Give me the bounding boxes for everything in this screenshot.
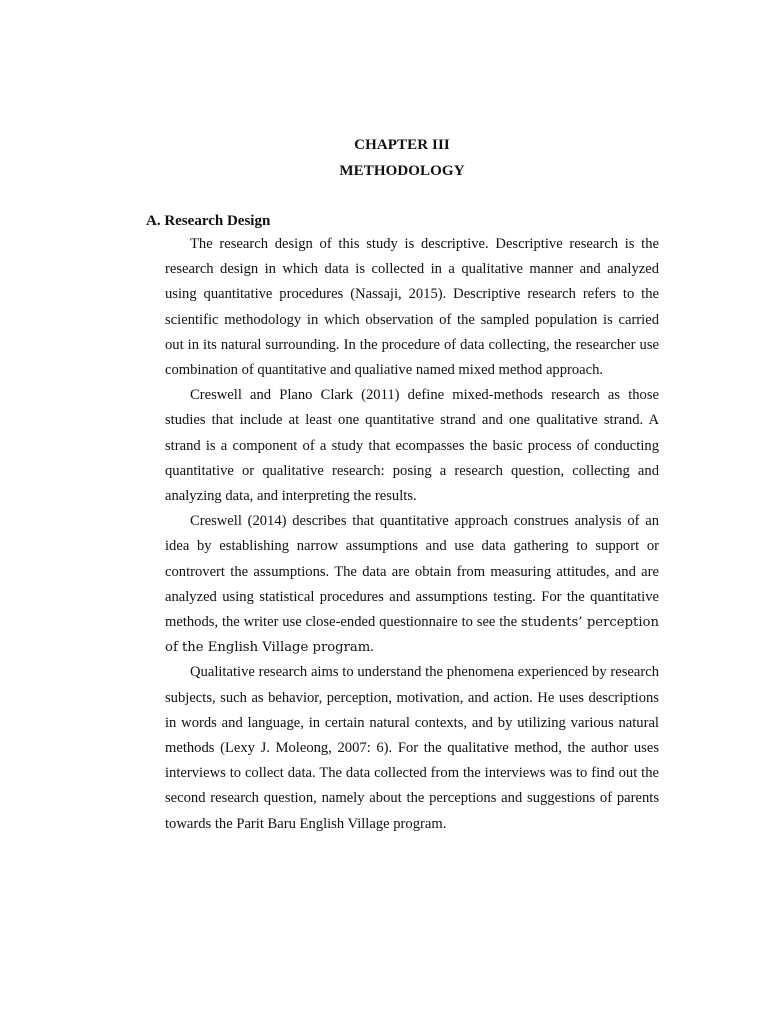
section-body bbox=[165, 232, 659, 837]
paragraph-quantitative-end: . bbox=[370, 639, 374, 656]
paragraph-research-design: The research design of this study is descriptive. Descriptive research is the research design in which data is collected in a qualitative manner and analyzed using quantitative procedures (Nassaji, 2015). Descriptive research refers to the scientific methodology in which observation of the sampled population is carried out in its natural surrounding. In the procedure of data collecting, the researcher use combination of quantitative and qualiative named mixed method approach. bbox=[165, 236, 659, 379]
chapter-label: CHAPTER III bbox=[354, 137, 450, 153]
paragraph-quantitative bbox=[165, 509, 659, 660]
paragraph-qualitative: Qualitative research aims to understand the phenomena experienced by research subjects, such as behavior, perception, motivation, and action. He uses descriptions in words and language, in certain natural contexts, and by utilizing various natural methods (Lexy J. Moleong, 2007: 6). For the qualitative method, the author uses interviews to collect data. The data collected from the interviews was to find out the second research question, namely about the perceptions and suggestions of parents towards the Parit Baru English Village program. bbox=[165, 664, 659, 832]
paragraph-mixed-methods: Creswell and Plano Clark (2011) define mixed-methods research as those studies that include at least one quantitative strand and one qualitative strand. A strand is a component of a study that ecompasses the basic process of conducting quantitative or qualitative research: posing a research question, collecting and analyzing data, and interpreting the results. bbox=[165, 387, 659, 505]
paragraph-quantitative-text: Creswell (2014) describes that quantitative approach construes analysis of an idea by establishing narrow assumptions and use data gathering to support or controvert the assumptions. The data are obtain from measuring attitudes, and are analyzed using statistical procedures and assumptions testing. For the quantitative methods, the writer use close-ended questionnaire to see the bbox=[165, 513, 659, 631]
chapter-title: METHODOLOGY bbox=[339, 163, 465, 179]
paragraph-quantitative-highlight: students’ perception of the English Village program bbox=[165, 615, 659, 656]
section-title: A. Research Design bbox=[146, 213, 271, 229]
